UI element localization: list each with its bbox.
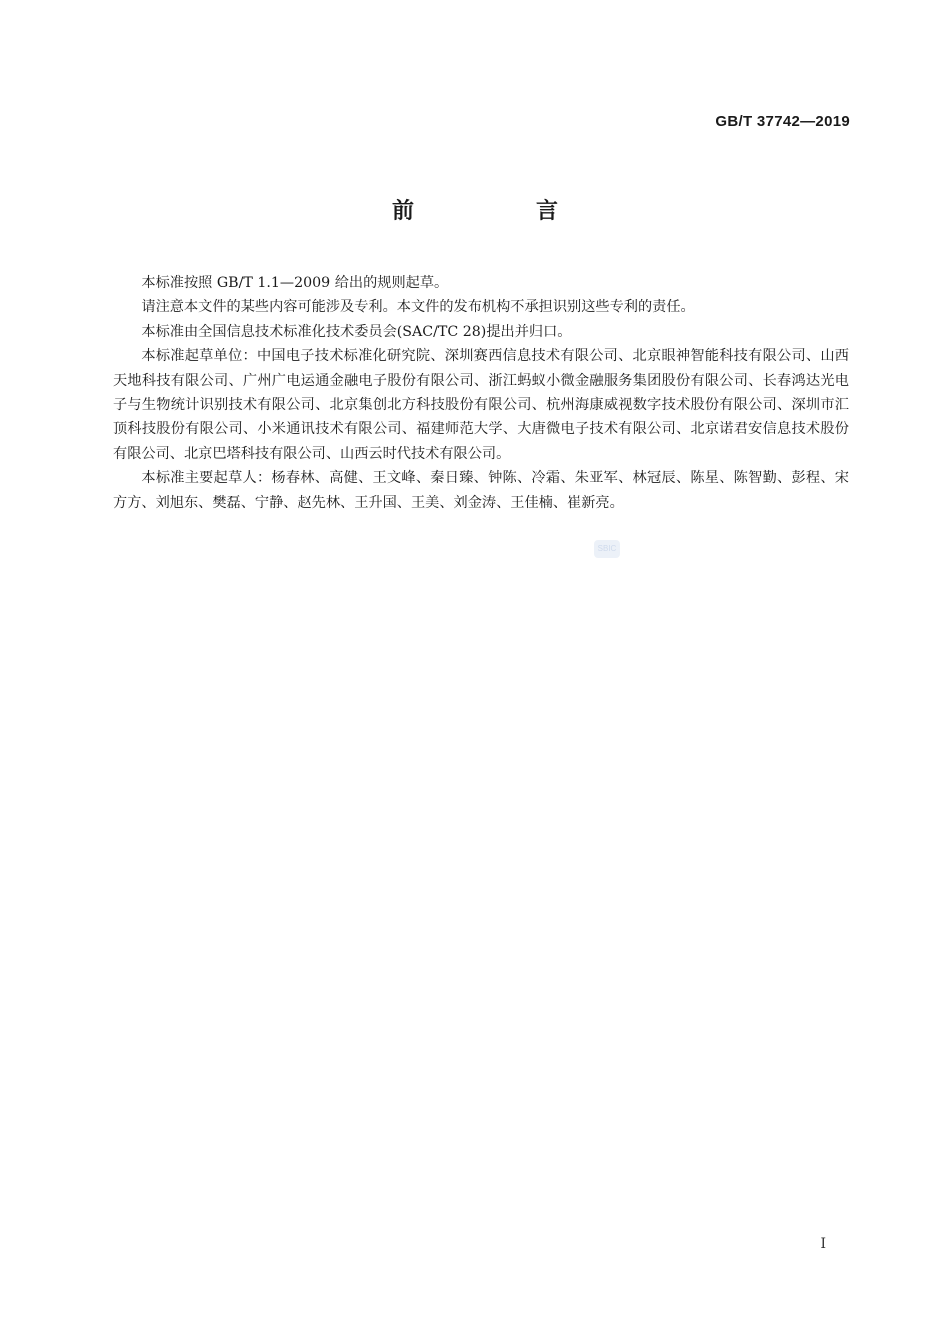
standard-code: GB/T 37742—2019 <box>715 113 850 130</box>
paragraph-drafting-rules: 本标准按照 GB/T 1.1—2009 给出的规则起草。 <box>141 275 449 291</box>
paragraph-patent-notice: 请注意本文件的某些内容可能涉及专利。本文件的发布机构不承担识别这些专利的责任。 <box>141 299 695 316</box>
page-title: 前 言 <box>391 199 608 224</box>
foreword-body <box>113 271 849 515</box>
page-number: I <box>820 1236 826 1252</box>
paragraph-drafting-units: 本标准起草单位：中国电子技术标准化研究院、深圳赛西信息技术有限公司、北京眼神智能科技有限公司、山西天地科技有限公司、广州广电运通金融电子股份有限公司、浙江蚂蚁小微金融服务集团股份有限公司、长春鸿达光电子与生物统计识别技术有限公司、北京集创北方科技股份有限公司、杭州海康威视数字技术股份有限公司、深圳市汇顶科技股份有限公司、小米通讯技术有限公司、福建师范大学、大唐微电子技术有限公司、北京诺君安信息技术股份有限公司、北京巴塔科技有限公司、山西云时代技术有限公司。 <box>113 348 849 462</box>
watermark-logo: SBIC <box>594 540 620 558</box>
paragraph-proposer: 本标准由全国信息技术标准化技术委员会(SAC/TC 28)提出并归口。 <box>141 323 572 340</box>
paragraph-drafters: 本标准主要起草人：杨春林、高健、王文峰、秦日臻、钟陈、冷霜、朱亚军、林冠辰、陈星、陈智勤、彭程、宋方方、刘旭东、樊磊、宁静、赵先林、王升国、王美、刘金涛、王佳楠、崔新亮。 <box>113 470 849 511</box>
